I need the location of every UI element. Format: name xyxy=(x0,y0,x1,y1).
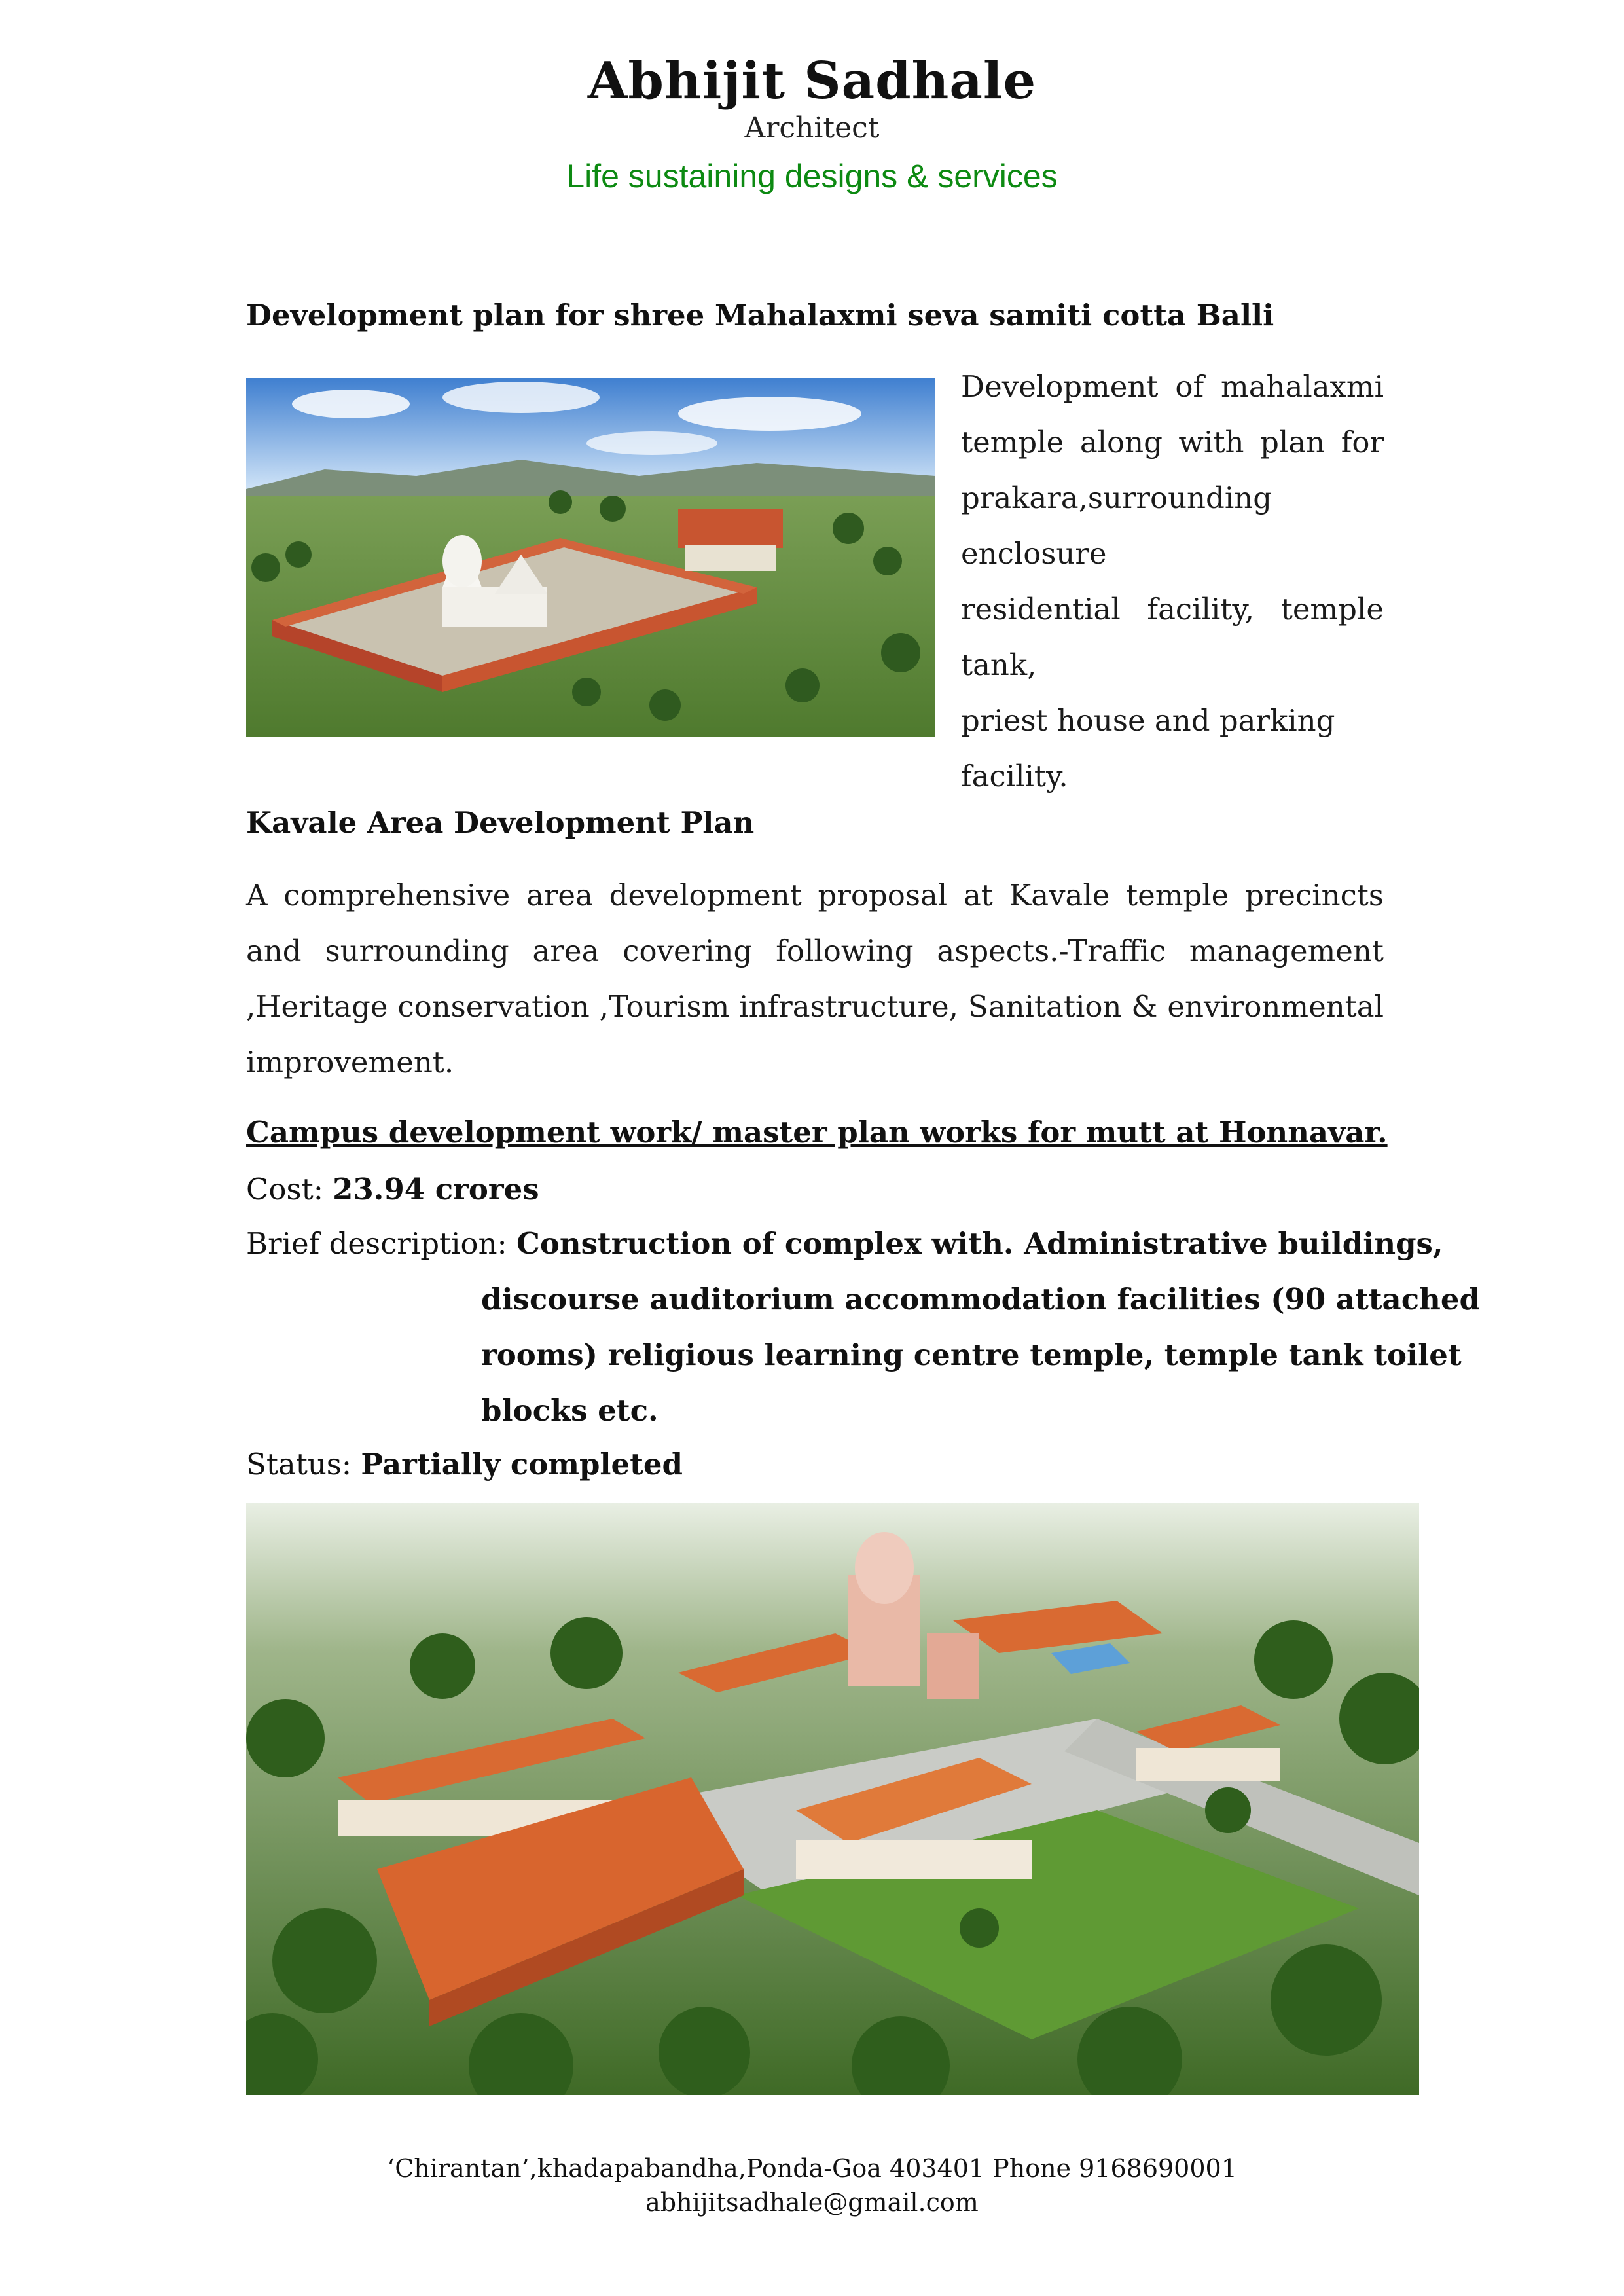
status-row xyxy=(246,1447,683,1482)
status-label: Status: xyxy=(246,1447,361,1482)
brief-label: Brief description: xyxy=(246,1226,517,1261)
campus-render-illustration xyxy=(246,1503,1419,2095)
section3-heading: Campus development work/ master plan works for mutt at Honnavar. xyxy=(246,1115,1388,1150)
footer-address: ‘Chirantan’,khadapabandha,Ponda-Goa 403401 Phone 9168690001 xyxy=(387,2154,1237,2183)
temple-render-illustration xyxy=(246,378,935,737)
section1-desc-line: prakara,surrounding enclosure xyxy=(961,481,1272,571)
brief-line: blocks etc. xyxy=(481,1393,659,1428)
brief-row xyxy=(246,1226,1443,1261)
section1-desc-line: residential facility, temple tank, xyxy=(961,592,1384,682)
author-role: Architect xyxy=(744,111,880,145)
brief-line: rooms) religious learning centre temple, temple tank toilet xyxy=(481,1338,1462,1372)
status-value: Partially completed xyxy=(361,1447,683,1482)
campus-render-image xyxy=(246,1503,1419,2095)
section1-desc-line: Development of mahalaxmi xyxy=(961,369,1384,404)
brief-line: Construction of complex with. Administrative buildings, xyxy=(516,1226,1443,1261)
section2-description: A comprehensive area development proposal at Kavale temple precincts and surrounding area covering following aspects.-Traffic management ,Heritage conservation ,Tourism infrastructure, Sanitation & environmental improvement. xyxy=(246,878,1384,1080)
section1-description xyxy=(961,359,1384,804)
cost-label: Cost: xyxy=(246,1172,333,1207)
author-name: Abhijit Sadhale xyxy=(587,51,1037,111)
footer-email: abhijitsadhale@gmail.com xyxy=(645,2188,979,2217)
cost-value: 23.94 crores xyxy=(333,1172,539,1207)
section1-desc-line: priest house and parking facility. xyxy=(961,703,1335,793)
temple-render-image xyxy=(246,378,935,737)
cost-row xyxy=(246,1172,539,1207)
brief-line: discourse auditorium accommodation facilities (90 attached xyxy=(481,1282,1480,1317)
section2-heading: Kavale Area Development Plan xyxy=(246,805,755,840)
section1-desc-line: temple along with plan for xyxy=(961,425,1384,460)
tagline: Life sustaining designs & services xyxy=(566,158,1058,194)
section1-heading: Development plan for shree Mahalaxmi seva samiti cotta Balli xyxy=(246,298,1274,333)
